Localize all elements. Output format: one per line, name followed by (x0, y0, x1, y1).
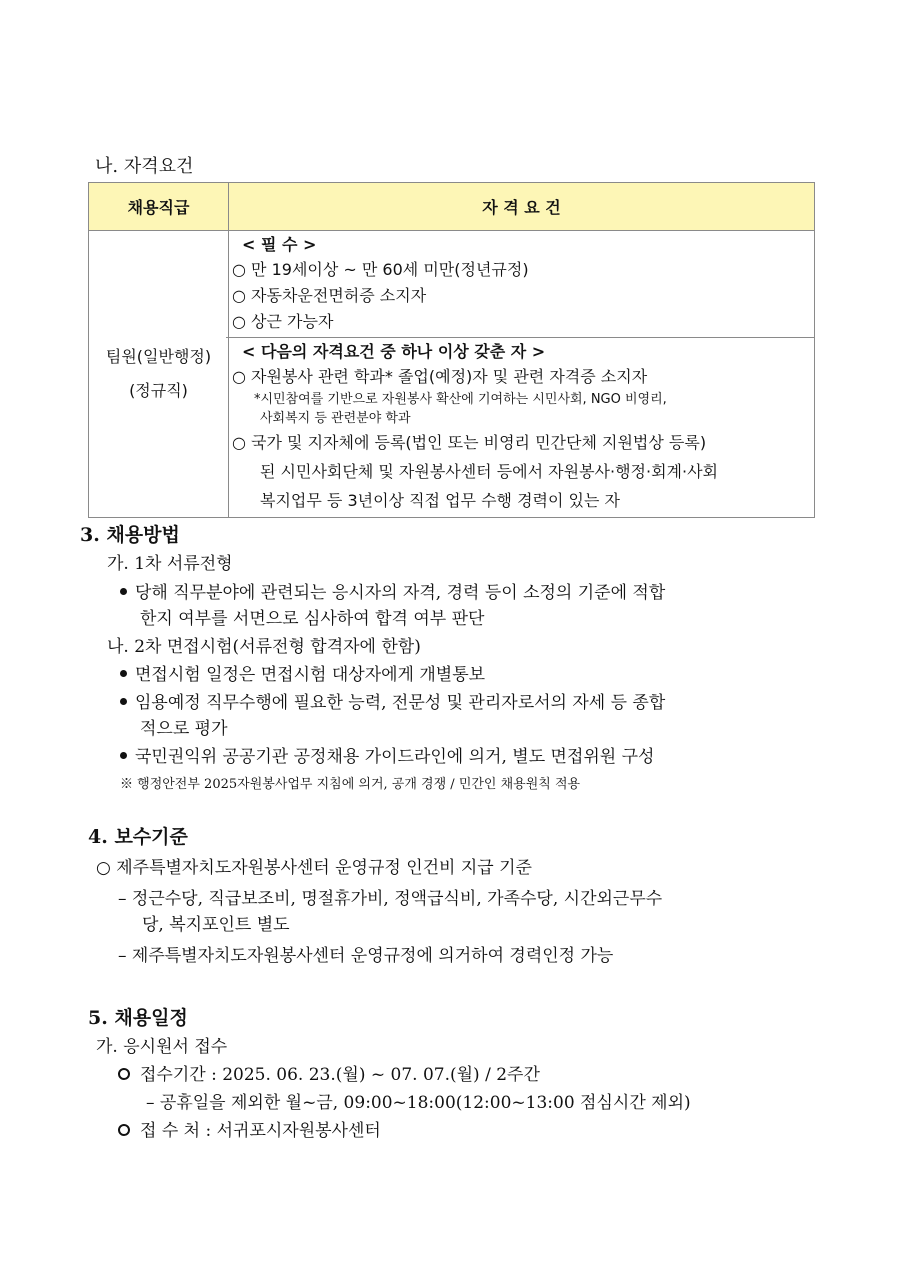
optional-note: 사회복지 등 관련분야 학과 (260, 411, 411, 426)
bullet-icon (120, 670, 127, 677)
list-item (120, 742, 654, 767)
list-item-text: 국민권익위 공공기관 공정채용 가이드라인에 의거, 별도 면접위원 구성 (135, 747, 655, 767)
subsection-application: 가. 응시원서 접수 (96, 1037, 228, 1057)
optional-note: *시민참여를 기반으로 자원봉사 확산에 기여하는 시민사회, NGO 비영리, (254, 392, 667, 407)
header-requirements: 자 격 요 건 (229, 183, 815, 231)
table-header-row (89, 183, 815, 231)
bullet-icon (120, 752, 127, 759)
header-grade: 채용직급 (89, 183, 229, 231)
optional-item: ○ 자원봉사 관련 학과* 졸업(예정)자 및 관련 자격증 소지자 (232, 367, 648, 386)
required-block (229, 231, 814, 337)
bullet-icon (120, 698, 127, 705)
optional-block (229, 338, 814, 517)
table-row (89, 231, 815, 518)
optional-header: < 다음의 자격요건 중 하나 이상 갖춘 자 > (242, 342, 546, 361)
required-item: ○ 자동차운전면허증 소지자 (232, 286, 427, 305)
subsection-title-qualifications: 나. 자격요건 (95, 156, 194, 177)
list-item: – 정근수당, 직급보조비, 명절휴가비, 정액급식비, 가족수당, 시간외근무수 (118, 889, 663, 909)
position-type: (정규직) (129, 381, 188, 400)
required-item: ○ 만 19세이상 ~ 만 60세 미만(정년규정) (232, 260, 529, 279)
list-item (120, 578, 665, 603)
list-item: – 제주특별자치도자원봉사센터 운영규정에 의거하여 경력인정 가능 (118, 946, 614, 966)
list-item (118, 1060, 540, 1085)
optional-item-continuation: 된 시민사회단체 및 자원봉사센터 등에서 자원봉사·행정·회계·사회 (260, 462, 719, 481)
section-title-salary: 4. 보수기준 (88, 826, 188, 848)
list-item-text: 접 수 처 : 서귀포시자원봉사센터 (140, 1121, 381, 1141)
required-header: < 필 수 > (242, 235, 317, 254)
list-item-text: 당해 직무분야에 관련되는 응시자의 자격, 경력 등이 소정의 기준에 적합 (135, 583, 666, 603)
list-item-text: 임용예정 직무수행에 필요한 능력, 전문성 및 관리자로서의 자세 등 종합 (135, 693, 666, 713)
optional-item-continuation: 복지업무 등 3년이상 직접 업무 수행 경력이 있는 자 (260, 491, 620, 510)
subsection-document-screening: 가. 1차 서류전형 (107, 554, 233, 574)
qualification-table (88, 182, 815, 518)
position-title: 팀원(일반행정) (105, 347, 212, 366)
list-item-sub: – 공휴일을 제외한 월~금, 09:00~18:00(12:00~13:00 점심시간 제외) (146, 1093, 691, 1113)
list-item: ○ 제주특별자치도자원봉사센터 운영규정 인건비 지급 기준 (96, 858, 532, 878)
section-title-hiring-method: 3. 채용방법 (80, 524, 180, 546)
requirements-cell (229, 231, 815, 518)
list-item-continuation: 적으로 평가 (140, 719, 228, 739)
note-text: ※ 행정안전부 2025자원봉사업무 지침에 의거, 공개 경쟁 / 민간인 채용원칙 적용 (120, 777, 581, 792)
circle-bullet-icon (118, 1068, 130, 1080)
optional-item: ○ 국가 및 지자체에 등록(법인 또는 비영리 민간단체 지원법상 등록) (232, 433, 707, 452)
list-item-continuation: 한지 여부를 서면으로 심사하여 합격 여부 판단 (140, 609, 485, 629)
list-item (118, 1116, 381, 1141)
required-item: ○ 상근 가능자 (232, 312, 334, 331)
list-item-continuation: 당, 복지포인트 별도 (142, 915, 290, 935)
position-cell (89, 231, 229, 518)
list-item (120, 660, 485, 685)
circle-bullet-icon (118, 1124, 130, 1136)
list-item (120, 688, 665, 713)
subsection-interview: 나. 2차 면접시험(서류전형 합격자에 한함) (107, 637, 421, 657)
bullet-icon (120, 588, 127, 595)
section-title-schedule: 5. 채용일정 (88, 1007, 188, 1029)
list-item-text: 접수기간 : 2025. 06. 23.(월) ~ 07. 07.(월) / 2주간 (140, 1065, 540, 1085)
list-item-text: 면접시험 일정은 면접시험 대상자에게 개별통보 (135, 665, 486, 685)
